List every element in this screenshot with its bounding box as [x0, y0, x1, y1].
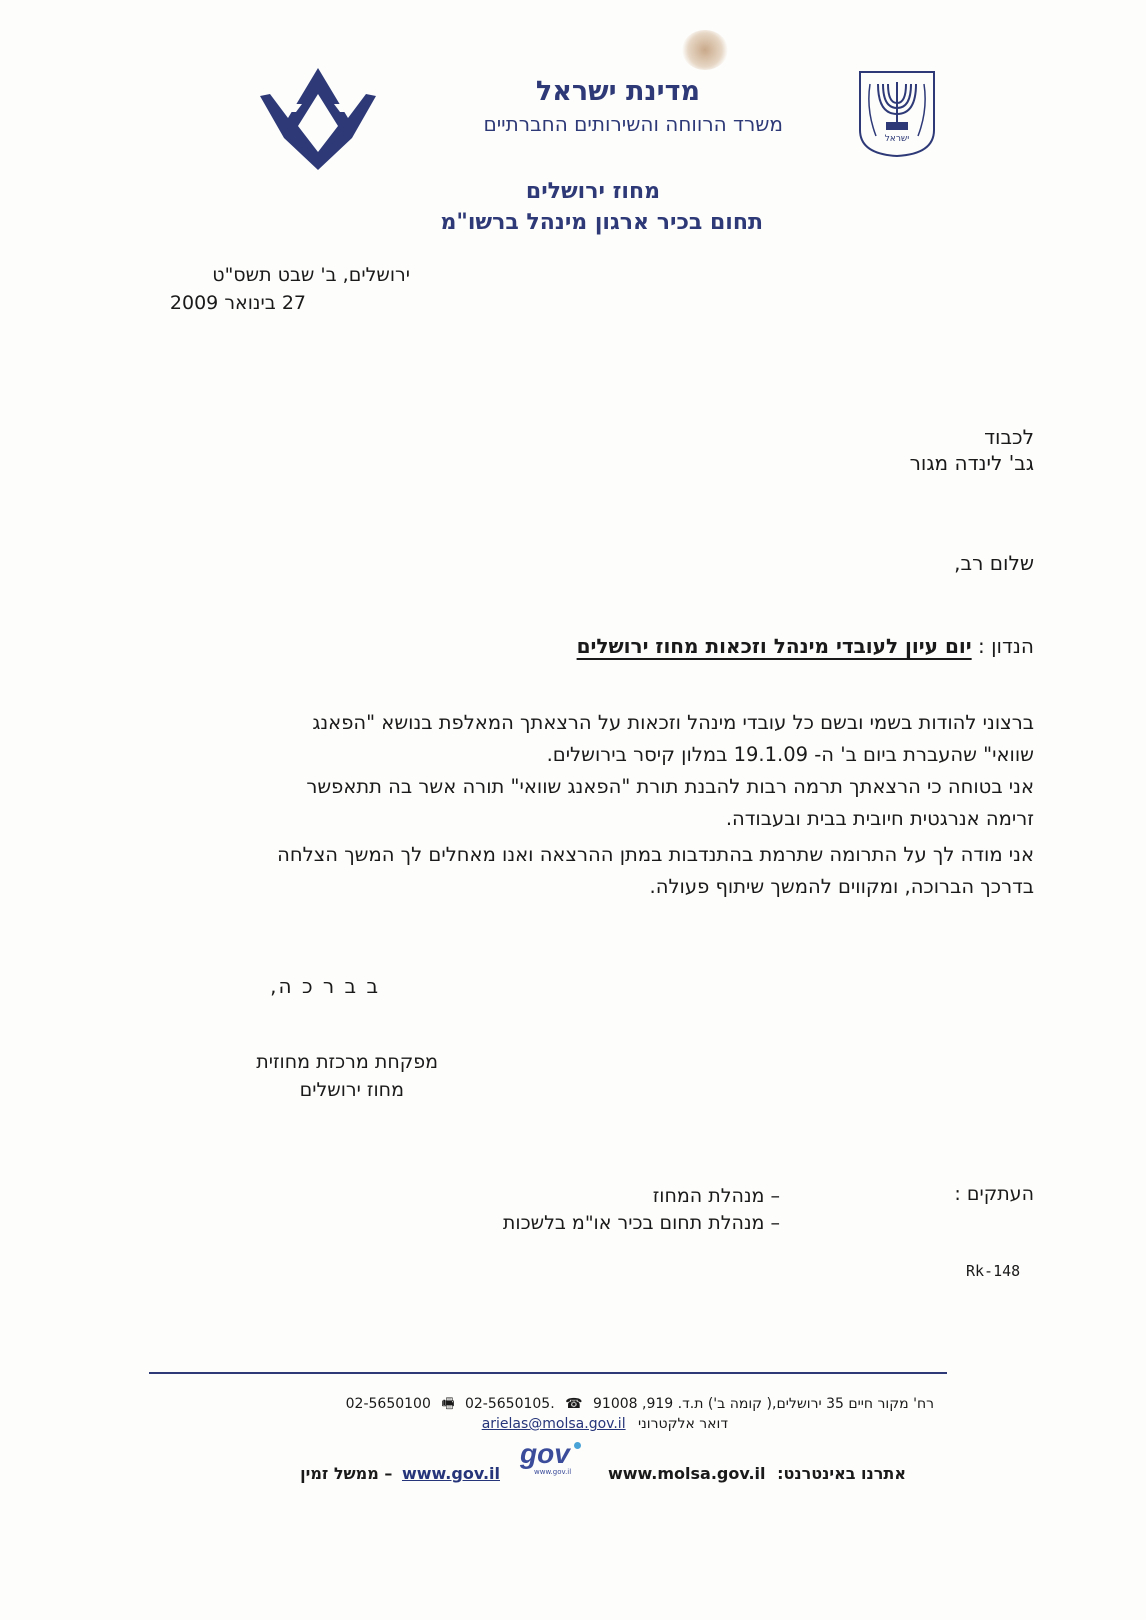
footer-phone: 02-5650100 — [345, 1396, 431, 1412]
copy-recipient: – מנהלת המחוז — [652, 1185, 780, 1207]
copies-list — [380, 1183, 780, 1237]
footer-website — [586, 1464, 906, 1483]
emblem-caption: ישראל — [884, 134, 910, 144]
body-line: ברצוני להודות בשמי ובשם כל עובדי מינהל וזכאות על הרצאתך המאלפת בנושא "הפאנג — [312, 711, 1034, 734]
gov-slogan: – ממשל זמין — [300, 1464, 393, 1483]
footer-email-line — [328, 1416, 728, 1432]
body-line: זרימה אנרגטית חיובית בבית ובעבודה. — [725, 807, 1034, 830]
copy-recipient: – מנהלת תחום בכיר או"מ בלשכות — [502, 1212, 780, 1234]
gov-logo — [520, 1440, 590, 1480]
recipient-honorific: לכבוד — [984, 425, 1034, 449]
state-name: מדינת ישראל — [535, 76, 700, 107]
body-line: אני בטוחה כי הרצאתך תרמה רבות להבנת תורת "הפאנג שוואי" תורה אשר בה תתאפשר — [306, 775, 1034, 798]
gov-logo-small: www.gov.il — [534, 1468, 572, 1476]
body-paragraph-2 — [154, 839, 1034, 903]
gov-logo-text: gov — [520, 1438, 570, 1469]
ministry-name: משרד הרווחה והשירותים החברתיים — [483, 112, 783, 136]
body-line: שוואי" שהעברת ביום ב' ה- 19.1.09 במלון קיסר בירושלים. — [546, 743, 1034, 766]
body-line: בדרכך הברוכה, ומקווים להמשך שיתוף פעולה. — [649, 875, 1034, 898]
email-link[interactable]: arielas@molsa.gov.il — [481, 1416, 626, 1432]
gov-logo-dot-icon — [574, 1442, 581, 1449]
subject-label: הנדון : — [978, 634, 1034, 658]
state-emblem — [856, 70, 938, 158]
fax-icon: 🖷 — [441, 1396, 455, 1412]
signature-title: מפקחת מרכזת מחוזית — [256, 1051, 438, 1073]
signature-district: מחוז ירושלים — [299, 1079, 404, 1101]
footer-contact — [214, 1393, 934, 1417]
subject-line — [434, 634, 1034, 658]
footer-gov — [260, 1464, 500, 1483]
closing: ב ב ר כ ה, — [270, 974, 380, 998]
website-label: אתרנו באינטרנט: — [777, 1464, 906, 1483]
footer-fax: 02-5650105. — [464, 1396, 555, 1412]
department-name: תחום בכיר ארגון מינהל ברשו"מ — [440, 210, 763, 235]
copies-label: העתקים : — [954, 1183, 1034, 1205]
greeting: שלום רב, — [954, 551, 1034, 575]
website-link[interactable]: www.molsa.gov.il — [607, 1464, 766, 1483]
date-gregorian: 27 בינואר 2009 — [169, 292, 306, 314]
district-name: מחוז ירושלים — [525, 179, 660, 204]
subject-text: יום עיון לעובדי מינהל וזכאות מחוז ירושלים — [576, 634, 972, 658]
recipient-name: גב' לינדה מגור — [909, 451, 1034, 475]
footer-divider — [149, 1372, 947, 1374]
reference-number: Rk-148 — [966, 1262, 1021, 1280]
ministry-logo — [256, 66, 380, 172]
body-paragraph-1 — [154, 707, 1034, 835]
phone-icon: ☎ — [565, 1396, 583, 1412]
body-line: אני מודה לך על התרומה שתרמת בהתנדבות במתן ההרצאה ואנו מאחלים לך המשך הצלחה — [277, 843, 1034, 866]
date-hebrew: ירושלים, ב' שבט תשס"ט — [212, 264, 410, 286]
gov-site-link[interactable]: www.gov.il — [401, 1464, 500, 1483]
menorah-icon — [856, 70, 938, 158]
email-label: דואר אלקטרוני — [638, 1416, 728, 1432]
paper-stain — [682, 30, 728, 70]
footer-address: רח' מקור חיים 35 ירושלים,( קומה ב') ת.ד. 919, 91008 — [593, 1396, 934, 1412]
